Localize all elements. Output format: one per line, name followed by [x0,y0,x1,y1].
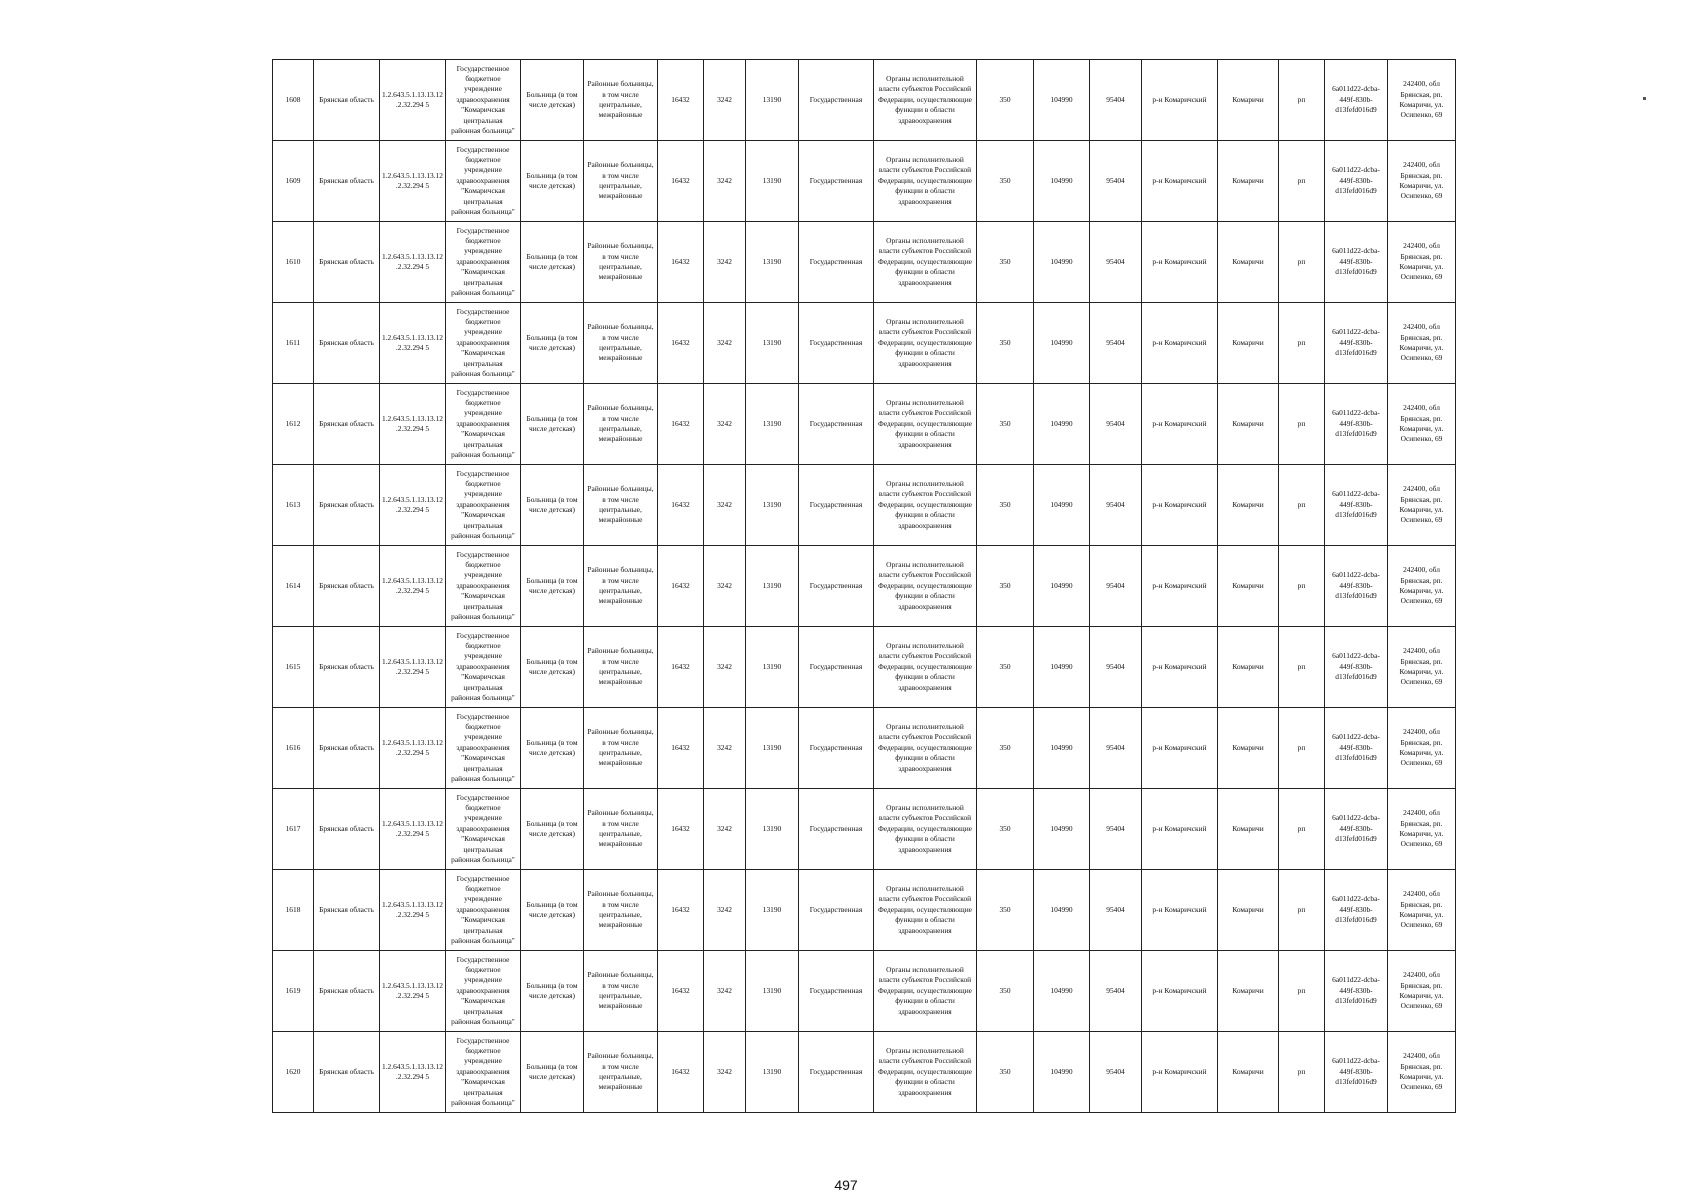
value-cell-2: 3242 [704,951,746,1032]
value-cell-6: 95404 [1090,627,1142,708]
facility-type-cell: Больница (в том числе детская) [521,708,584,789]
value-cell-2: 3242 [704,708,746,789]
value-cell-4: 350 [977,870,1034,951]
authority-cell: Органы исполнительной власти субъектов Российской Федерации, осуществляющие функции в области здравоохранения [874,951,977,1032]
facility-subtype-cell: Районные больницы, в том числе центральные, межрайонные [584,303,658,384]
locality-cell: Комаричи [1218,303,1279,384]
institution-name-cell: Государственное бюджетное учреждение здравоохранения "Комаричская центральная районная больница" [446,951,521,1032]
value-cell-2: 3242 [704,1032,746,1113]
address-cell: 242400, обл Брянская, рп. Комаричи, ул. Осипенко, 69 [1388,1032,1456,1113]
locality-type-cell: рп [1279,627,1325,708]
value-cell-1: 16432 [658,222,704,303]
value-cell-1: 16432 [658,141,704,222]
locality-cell: Комаричи [1218,789,1279,870]
district-cell: р-н Комаричский [1142,222,1218,303]
institution-name-cell: Государственное бюджетное учреждение здравоохранения "Комаричская центральная районная больница" [446,708,521,789]
region-cell: Брянская область [314,60,380,141]
ownership-cell: Государственная [799,546,874,627]
address-cell: 242400, обл Брянская, рп. Комаричи, ул. Осипенко, 69 [1388,789,1456,870]
ownership-cell: Государственная [799,303,874,384]
institution-name-cell: Государственное бюджетное учреждение здравоохранения "Комаричская центральная районная больница" [446,141,521,222]
guid-cell: 6a011d22-dcba-449f-830b-d13fefd016d9 [1325,1032,1388,1113]
value-cell-2: 3242 [704,384,746,465]
value-cell-5: 104990 [1034,708,1090,789]
district-cell: р-н Комаричский [1142,789,1218,870]
value-cell-1: 16432 [658,708,704,789]
facility-subtype-cell: Районные больницы, в том числе центральные, межрайонные [584,627,658,708]
value-cell-4: 350 [977,546,1034,627]
row-number: 1608 [273,60,314,141]
value-cell-4: 350 [977,708,1034,789]
institution-name-cell: Государственное бюджетное учреждение здравоохранения "Комаричская центральная районная больница" [446,303,521,384]
row-number: 1617 [273,789,314,870]
ownership-cell: Государственная [799,222,874,303]
value-cell-3: 13190 [746,1032,799,1113]
authority-cell: Органы исполнительной власти субъектов Российской Федерации, осуществляющие функции в области здравоохранения [874,141,977,222]
ownership-cell: Государственная [799,60,874,141]
value-cell-1: 16432 [658,1032,704,1113]
locality-type-cell: рп [1279,384,1325,465]
address-cell: 242400, обл Брянская, рп. Комаричи, ул. Осипенко, 69 [1388,141,1456,222]
ownership-cell: Государственная [799,1032,874,1113]
district-cell: р-н Комаричский [1142,708,1218,789]
table-row [273,384,1456,465]
facility-subtype-cell: Районные больницы, в том числе центральные, межрайонные [584,384,658,465]
table-row [273,870,1456,951]
value-cell-2: 3242 [704,465,746,546]
address-cell: 242400, обл Брянская, рп. Комаричи, ул. Осипенко, 69 [1388,222,1456,303]
district-cell: р-н Комаричский [1142,465,1218,546]
value-cell-5: 104990 [1034,384,1090,465]
ownership-cell: Государственная [799,789,874,870]
authority-cell: Органы исполнительной власти субъектов Российской Федерации, осуществляющие функции в области здравоохранения [874,546,977,627]
registry-table [272,59,1456,1113]
table-row [273,627,1456,708]
district-cell: р-н Комаричский [1142,1032,1218,1113]
value-cell-1: 16432 [658,870,704,951]
value-cell-6: 95404 [1090,465,1142,546]
institution-name-cell: Государственное бюджетное учреждение здравоохранения "Комаричская центральная районная больница" [446,60,521,141]
guid-cell: 6a011d22-dcba-449f-830b-d13fefd016d9 [1325,951,1388,1032]
value-cell-4: 350 [977,1032,1034,1113]
oid-code-cell: 1.2.643.5.1.13.13.12.2.32.294 5 [380,303,446,384]
table-row [273,708,1456,789]
address-cell: 242400, обл Брянская, рп. Комаричи, ул. Осипенко, 69 [1388,303,1456,384]
facility-subtype-cell: Районные больницы, в том числе центральные, межрайонные [584,708,658,789]
institution-name-cell: Государственное бюджетное учреждение здравоохранения "Комаричская центральная районная больница" [446,870,521,951]
value-cell-4: 350 [977,627,1034,708]
ownership-cell: Государственная [799,465,874,546]
value-cell-3: 13190 [746,465,799,546]
ownership-cell: Государственная [799,870,874,951]
address-cell: 242400, обл Брянская, рп. Комаричи, ул. Осипенко, 69 [1388,60,1456,141]
region-cell: Брянская область [314,222,380,303]
oid-code-cell: 1.2.643.5.1.13.13.12.2.32.294 5 [380,384,446,465]
district-cell: р-н Комаричский [1142,141,1218,222]
facility-subtype-cell: Районные больницы, в том числе центральные, межрайонные [584,546,658,627]
locality-type-cell: рп [1279,465,1325,546]
locality-type-cell: рп [1279,1032,1325,1113]
value-cell-3: 13190 [746,627,799,708]
locality-cell: Комаричи [1218,60,1279,141]
value-cell-3: 13190 [746,303,799,384]
oid-code-cell: 1.2.643.5.1.13.13.12.2.32.294 5 [380,546,446,627]
address-cell: 242400, обл Брянская, рп. Комаричи, ул. Осипенко, 69 [1388,465,1456,546]
authority-cell: Органы исполнительной власти субъектов Российской Федерации, осуществляющие функции в области здравоохранения [874,465,977,546]
value-cell-4: 350 [977,60,1034,141]
district-cell: р-н Комаричский [1142,627,1218,708]
locality-type-cell: рп [1279,546,1325,627]
value-cell-2: 3242 [704,60,746,141]
locality-cell: Комаричи [1218,951,1279,1032]
value-cell-5: 104990 [1034,141,1090,222]
district-cell: р-н Комаричский [1142,870,1218,951]
table-row [273,1032,1456,1113]
table-row [273,303,1456,384]
row-number: 1619 [273,951,314,1032]
region-cell: Брянская область [314,384,380,465]
guid-cell: 6a011d22-dcba-449f-830b-d13fefd016d9 [1325,60,1388,141]
row-number: 1612 [273,384,314,465]
oid-code-cell: 1.2.643.5.1.13.13.12.2.32.294 5 [380,708,446,789]
authority-cell: Органы исполнительной власти субъектов Российской Федерации, осуществляющие функции в области здравоохранения [874,60,977,141]
value-cell-3: 13190 [746,141,799,222]
district-cell: р-н Комаричский [1142,546,1218,627]
guid-cell: 6a011d22-dcba-449f-830b-d13fefd016d9 [1325,222,1388,303]
facility-type-cell: Больница (в том числе детская) [521,789,584,870]
institution-name-cell: Государственное бюджетное учреждение здравоохранения "Комаричская центральная районная больница" [446,384,521,465]
facility-type-cell: Больница (в том числе детская) [521,951,584,1032]
locality-cell: Комаричи [1218,627,1279,708]
value-cell-2: 3242 [704,870,746,951]
oid-code-cell: 1.2.643.5.1.13.13.12.2.32.294 5 [380,870,446,951]
table-row [273,546,1456,627]
value-cell-3: 13190 [746,789,799,870]
value-cell-3: 13190 [746,384,799,465]
ownership-cell: Государственная [799,708,874,789]
value-cell-3: 13190 [746,870,799,951]
value-cell-6: 95404 [1090,1032,1142,1113]
region-cell: Брянская область [314,789,380,870]
locality-cell: Комаричи [1218,465,1279,546]
facility-type-cell: Больница (в том числе детская) [521,222,584,303]
row-number: 1610 [273,222,314,303]
oid-code-cell: 1.2.643.5.1.13.13.12.2.32.294 5 [380,141,446,222]
table-row [273,60,1456,141]
address-cell: 242400, обл Брянская, рп. Комаричи, ул. Осипенко, 69 [1388,870,1456,951]
value-cell-6: 95404 [1090,546,1142,627]
row-number: 1615 [273,627,314,708]
value-cell-3: 13190 [746,546,799,627]
institution-name-cell: Государственное бюджетное учреждение здравоохранения "Комаричская центральная районная больница" [446,789,521,870]
registry-sheet [272,59,1456,1113]
region-cell: Брянская область [314,1032,380,1113]
value-cell-4: 350 [977,789,1034,870]
district-cell: р-н Комаричский [1142,60,1218,141]
locality-cell: Комаричи [1218,546,1279,627]
district-cell: р-н Комаричский [1142,951,1218,1032]
address-cell: 242400, обл Брянская, рп. Комаричи, ул. Осипенко, 69 [1388,384,1456,465]
locality-type-cell: рп [1279,870,1325,951]
guid-cell: 6a011d22-dcba-449f-830b-d13fefd016d9 [1325,384,1388,465]
value-cell-1: 16432 [658,789,704,870]
authority-cell: Органы исполнительной власти субъектов Российской Федерации, осуществляющие функции в области здравоохранения [874,870,977,951]
region-cell: Брянская область [314,141,380,222]
ownership-cell: Государственная [799,384,874,465]
address-cell: 242400, обл Брянская, рп. Комаричи, ул. Осипенко, 69 [1388,627,1456,708]
oid-code-cell: 1.2.643.5.1.13.13.12.2.32.294 5 [380,465,446,546]
locality-cell: Комаричи [1218,222,1279,303]
value-cell-6: 95404 [1090,303,1142,384]
table-row [273,465,1456,546]
value-cell-5: 104990 [1034,546,1090,627]
region-cell: Брянская область [314,870,380,951]
guid-cell: 6a011d22-dcba-449f-830b-d13fefd016d9 [1325,789,1388,870]
ownership-cell: Государственная [799,627,874,708]
oid-code-cell: 1.2.643.5.1.13.13.12.2.32.294 5 [380,60,446,141]
locality-cell: Комаричи [1218,141,1279,222]
oid-code-cell: 1.2.643.5.1.13.13.12.2.32.294 5 [380,789,446,870]
value-cell-3: 13190 [746,951,799,1032]
value-cell-4: 350 [977,222,1034,303]
value-cell-6: 95404 [1090,384,1142,465]
value-cell-6: 95404 [1090,60,1142,141]
value-cell-5: 104990 [1034,1032,1090,1113]
guid-cell: 6a011d22-dcba-449f-830b-d13fefd016d9 [1325,303,1388,384]
value-cell-4: 350 [977,951,1034,1032]
value-cell-2: 3242 [704,141,746,222]
value-cell-6: 95404 [1090,951,1142,1032]
authority-cell: Органы исполнительной власти субъектов Российской Федерации, осуществляющие функции в области здравоохранения [874,384,977,465]
facility-type-cell: Больница (в том числе детская) [521,60,584,141]
authority-cell: Органы исполнительной власти субъектов Российской Федерации, осуществляющие функции в области здравоохранения [874,789,977,870]
ownership-cell: Государственная [799,141,874,222]
address-cell: 242400, обл Брянская, рп. Комаричи, ул. Осипенко, 69 [1388,708,1456,789]
facility-type-cell: Больница (в том числе детская) [521,303,584,384]
table-row [273,951,1456,1032]
locality-type-cell: рп [1279,141,1325,222]
table-row [273,141,1456,222]
oid-code-cell: 1.2.643.5.1.13.13.12.2.32.294 5 [380,1032,446,1113]
value-cell-5: 104990 [1034,789,1090,870]
value-cell-2: 3242 [704,789,746,870]
value-cell-2: 3242 [704,627,746,708]
locality-type-cell: рп [1279,951,1325,1032]
address-cell: 242400, обл Брянская, рп. Комаричи, ул. Осипенко, 69 [1388,951,1456,1032]
facility-subtype-cell: Районные больницы, в том числе центральные, межрайонные [584,870,658,951]
institution-name-cell: Государственное бюджетное учреждение здравоохранения "Комаричская центральная районная больница" [446,465,521,546]
value-cell-1: 16432 [658,465,704,546]
institution-name-cell: Государственное бюджетное учреждение здравоохранения "Комаричская центральная районная больница" [446,1032,521,1113]
value-cell-4: 350 [977,303,1034,384]
facility-type-cell: Больница (в том числе детская) [521,870,584,951]
institution-name-cell: Государственное бюджетное учреждение здравоохранения "Комаричская центральная районная больница" [446,546,521,627]
facility-subtype-cell: Районные больницы, в том числе центральные, межрайонные [584,465,658,546]
guid-cell: 6a011d22-dcba-449f-830b-d13fefd016d9 [1325,870,1388,951]
ownership-cell: Государственная [799,951,874,1032]
row-number: 1620 [273,1032,314,1113]
value-cell-4: 350 [977,465,1034,546]
value-cell-4: 350 [977,141,1034,222]
locality-type-cell: рп [1279,789,1325,870]
institution-name-cell: Государственное бюджетное учреждение здравоохранения "Комаричская центральная районная больница" [446,222,521,303]
value-cell-2: 3242 [704,546,746,627]
locality-cell: Комаричи [1218,708,1279,789]
region-cell: Брянская область [314,627,380,708]
locality-cell: Комаричи [1218,384,1279,465]
value-cell-5: 104990 [1034,222,1090,303]
value-cell-1: 16432 [658,384,704,465]
value-cell-6: 95404 [1090,222,1142,303]
row-number: 1611 [273,303,314,384]
value-cell-1: 16432 [658,303,704,384]
row-number: 1614 [273,546,314,627]
value-cell-5: 104990 [1034,303,1090,384]
row-number: 1616 [273,708,314,789]
guid-cell: 6a011d22-dcba-449f-830b-d13fefd016d9 [1325,141,1388,222]
value-cell-6: 95404 [1090,789,1142,870]
row-number: 1609 [273,141,314,222]
value-cell-5: 104990 [1034,60,1090,141]
guid-cell: 6a011d22-dcba-449f-830b-d13fefd016d9 [1325,708,1388,789]
district-cell: р-н Комаричский [1142,384,1218,465]
value-cell-3: 13190 [746,222,799,303]
value-cell-2: 3242 [704,303,746,384]
district-cell: р-н Комаричский [1142,303,1218,384]
guid-cell: 6a011d22-dcba-449f-830b-d13fefd016d9 [1325,546,1388,627]
value-cell-4: 350 [977,384,1034,465]
authority-cell: Органы исполнительной власти субъектов Российской Федерации, осуществляющие функции в области здравоохранения [874,303,977,384]
oid-code-cell: 1.2.643.5.1.13.13.12.2.32.294 5 [380,951,446,1032]
table-row [273,222,1456,303]
institution-name-cell: Государственное бюджетное учреждение здравоохранения "Комаричская центральная районная больница" [446,627,521,708]
facility-type-cell: Больница (в том числе детская) [521,465,584,546]
authority-cell: Органы исполнительной власти субъектов Российской Федерации, осуществляющие функции в области здравоохранения [874,627,977,708]
facility-type-cell: Больница (в том числе детская) [521,384,584,465]
value-cell-5: 104990 [1034,870,1090,951]
authority-cell: Органы исполнительной власти субъектов Российской Федерации, осуществляющие функции в области здравоохранения [874,222,977,303]
facility-subtype-cell: Районные больницы, в том числе центральные, межрайонные [584,60,658,141]
page-number: 497 [834,1177,858,1193]
value-cell-6: 95404 [1090,141,1142,222]
region-cell: Брянская область [314,708,380,789]
guid-cell: 6a011d22-dcba-449f-830b-d13fefd016d9 [1325,627,1388,708]
scan-speck [1643,97,1646,100]
address-cell: 242400, обл Брянская, рп. Комаричи, ул. Осипенко, 69 [1388,546,1456,627]
facility-subtype-cell: Районные больницы, в том числе центральные, межрайонные [584,141,658,222]
facility-type-cell: Больница (в том числе детская) [521,141,584,222]
registry-rows [273,60,1456,1113]
region-cell: Брянская область [314,546,380,627]
value-cell-6: 95404 [1090,870,1142,951]
value-cell-1: 16432 [658,951,704,1032]
facility-subtype-cell: Районные больницы, в том числе центральные, межрайонные [584,1032,658,1113]
facility-type-cell: Больница (в том числе детская) [521,546,584,627]
value-cell-1: 16432 [658,627,704,708]
authority-cell: Органы исполнительной власти субъектов Российской Федерации, осуществляющие функции в области здравоохранения [874,708,977,789]
locality-type-cell: рп [1279,303,1325,384]
region-cell: Брянская область [314,951,380,1032]
locality-type-cell: рп [1279,708,1325,789]
facility-type-cell: Больница (в том числе детская) [521,1032,584,1113]
value-cell-6: 95404 [1090,708,1142,789]
facility-subtype-cell: Районные больницы, в том числе центральные, межрайонные [584,951,658,1032]
authority-cell: Органы исполнительной власти субъектов Российской Федерации, осуществляющие функции в области здравоохранения [874,1032,977,1113]
value-cell-1: 16432 [658,546,704,627]
region-cell: Брянская область [314,465,380,546]
value-cell-5: 104990 [1034,627,1090,708]
oid-code-cell: 1.2.643.5.1.13.13.12.2.32.294 5 [380,222,446,303]
row-number: 1613 [273,465,314,546]
guid-cell: 6a011d22-dcba-449f-830b-d13fefd016d9 [1325,465,1388,546]
value-cell-5: 104990 [1034,951,1090,1032]
locality-type-cell: рп [1279,222,1325,303]
oid-code-cell: 1.2.643.5.1.13.13.12.2.32.294 5 [380,627,446,708]
locality-cell: Комаричи [1218,870,1279,951]
value-cell-5: 104990 [1034,465,1090,546]
locality-cell: Комаричи [1218,1032,1279,1113]
value-cell-2: 3242 [704,222,746,303]
value-cell-3: 13190 [746,60,799,141]
row-number: 1618 [273,870,314,951]
locality-type-cell: рп [1279,60,1325,141]
value-cell-1: 16432 [658,60,704,141]
value-cell-3: 13190 [746,708,799,789]
facility-subtype-cell: Районные больницы, в том числе центральные, межрайонные [584,222,658,303]
region-cell: Брянская область [314,303,380,384]
facility-type-cell: Больница (в том числе детская) [521,627,584,708]
facility-subtype-cell: Районные больницы, в том числе центральные, межрайонные [584,789,658,870]
table-row [273,789,1456,870]
